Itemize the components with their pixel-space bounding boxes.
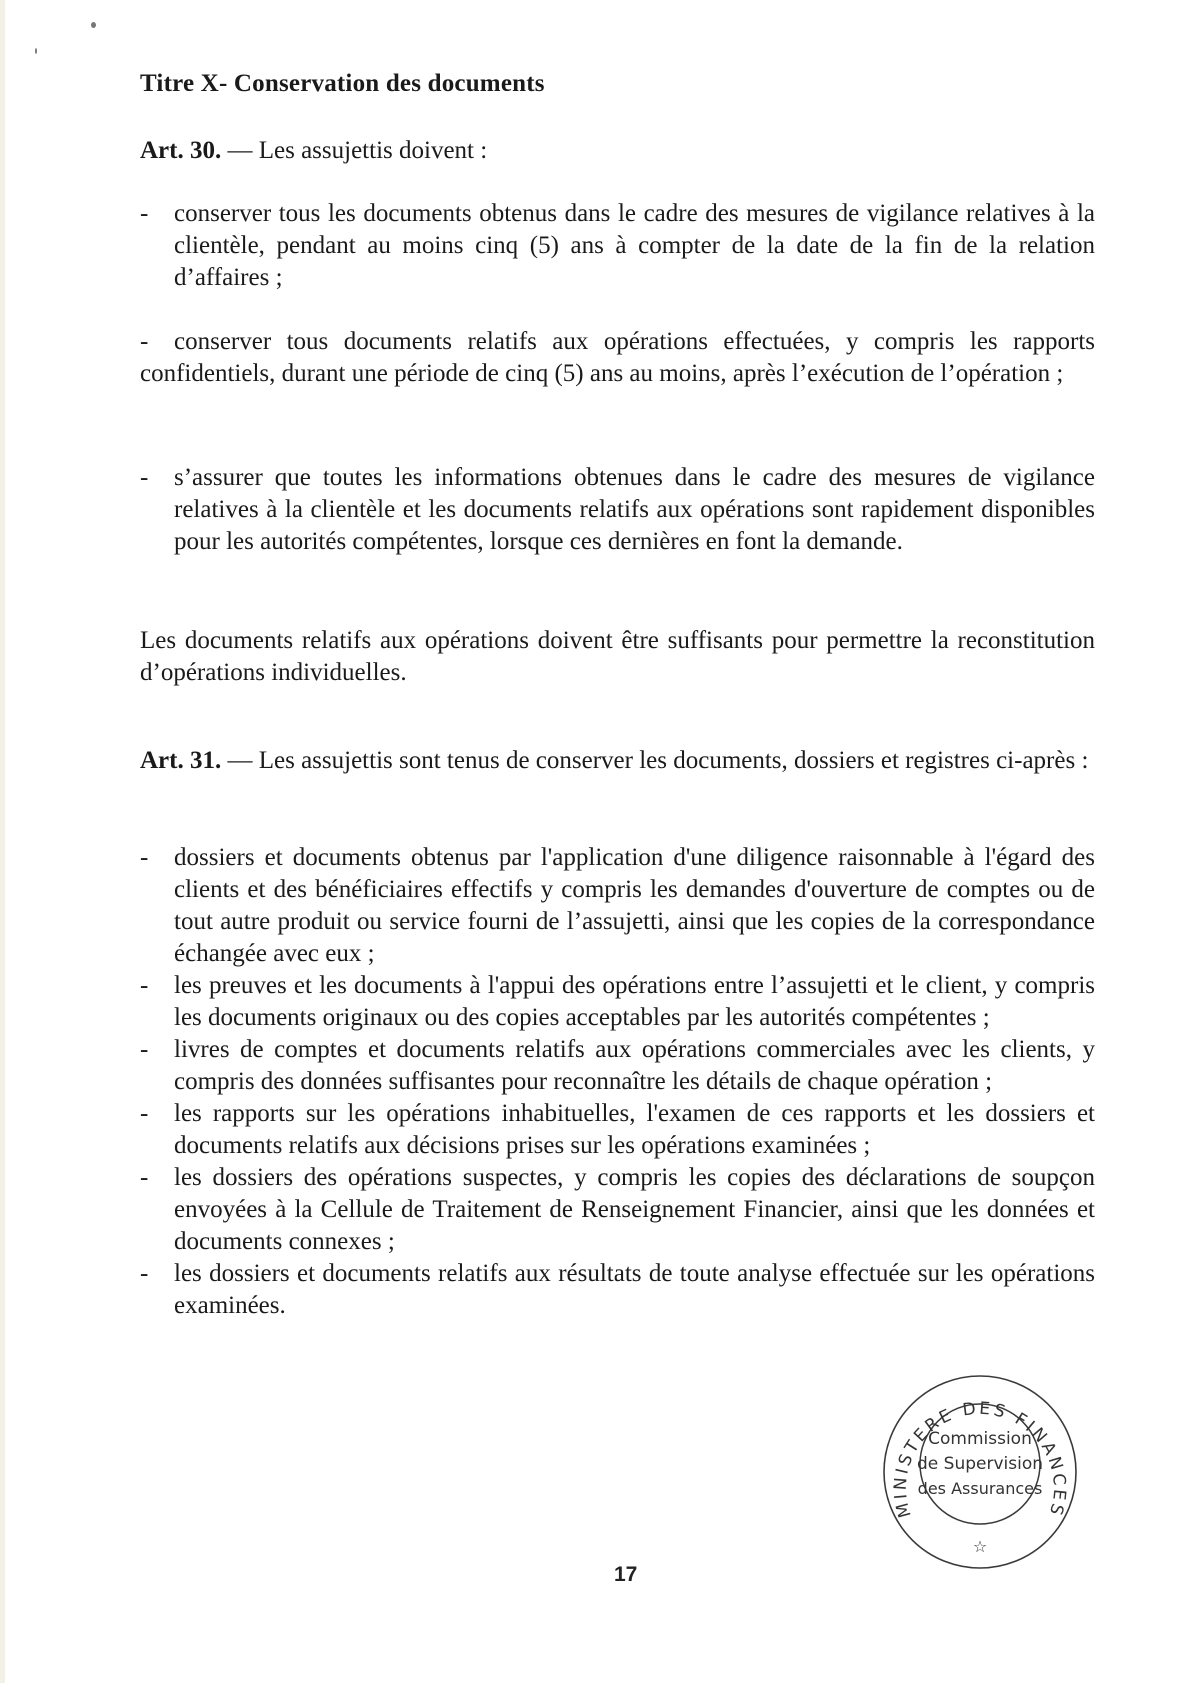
stamp-outer-text: MINISTERE DES FINANCES [890,1398,1070,1521]
article-31-item [140,1258,1095,1322]
article-30-item-text: conserver tous documents relatifs aux opérations effectuées, y compris les rapports confidentiels, durant une période de cinq (5) ans au moins, après l’exécution de l’opération ; [140,328,1095,387]
list-dash: - [140,464,149,491]
scan-speck [91,22,96,28]
official-stamp [880,1372,1080,1572]
article-30-heading [140,135,1095,167]
star-icon: ☆ [972,1537,988,1556]
section-title: Titre X- Conservation des documents [140,70,545,97]
article-30-label: Art. 30. [140,137,222,164]
article-31-intro: — Les assujettis sont tenus de conserver les documents, dossiers et registres ci-après : [221,747,1089,774]
article-31-item [140,842,1095,970]
article-31-item-text: les dossiers des opérations suspectes, y compris les copies des déclarations de soupçon envoyées à la Cellule de Traitement de Renseignement Financier, ainsi que les données et documents connexes ; [174,1164,1095,1255]
stamp-inner-line-1: Commission [928,1429,1032,1449]
article-31-item-text: livres de comptes et documents relatifs aux opérations commerciales avec les clients, y compris des données suffisantes pour reconnaître les détails de chaque opération ; [174,1036,1095,1095]
article-31-heading [140,745,1095,777]
article-30-item [140,198,1095,294]
list-dash: - [140,1260,149,1287]
list-dash: - [140,200,149,227]
article-31-item-text: les preuves et les documents à l'appui des opérations entre l’assujetti et le client, y compris les documents originaux ou des copies acceptables par les autorités compétentes ; [174,972,1095,1031]
stamp-inner-line-2: de Supervision [917,1454,1043,1474]
article-31-item [140,970,1095,1034]
stamp-inner-line-3: des Assurances [917,1479,1043,1498]
list-dash: - [140,1164,149,1191]
list-dash: - [140,1100,149,1127]
article-30-item-text: conserver tous les documents obtenus dans le cadre des mesures de vigilance relatives à la clientèle, pendant au moins cinq (5) ans à compter de la date de la fin de la relation d’affaires ; [174,200,1095,291]
article-31-item [140,1034,1095,1098]
article-31-label: Art. 31. [140,747,222,774]
scan-left-edge [0,0,5,1683]
list-dash: - [140,328,149,355]
article-31-list [140,842,1095,1322]
article-30-item [140,326,1095,390]
list-dash: - [140,972,149,999]
article-31-item [140,1098,1095,1162]
article-31-item-text: les dossiers et documents relatifs aux résultats de toute analyse effectuée sur les opérations examinées. [174,1260,1095,1319]
article-30-item-text: s’assurer que toutes les informations obtenues dans le cadre des mesures de vigilance relatives à la clientèle et les documents relatifs aux opérations sont rapidement disponibles pour les autorités compétentes, lorsque ces dernières en font la demande. [174,464,1095,555]
article-30-intro: — Les assujettis doivent : [221,137,488,164]
list-dash: - [140,1036,149,1063]
page-number: 17 [614,1563,638,1586]
article-31-item-text: dossiers et documents obtenus par l'application d'une diligence raisonnable à l'égard des clients et des bénéficiaires effectifs y compris les demandes d'ouverture de comptes ou de tout autre produit ou service fourni de l’assujetti, ainsi que les copies de la correspondance échangée avec eux ; [174,844,1095,967]
article-31-item-text: les rapports sur les opérations inhabituelles, l'examen de ces rapports et les dossiers et documents relatifs aux décisions prises sur les opérations examinées ; [174,1100,1095,1159]
list-dash: - [140,844,149,871]
scan-speck [35,48,37,54]
article-31-item [140,1162,1095,1258]
article-30-closing: Les documents relatifs aux opérations doivent être suffisants pour permettre la reconstitution d’opérations individuelles. [140,627,1095,686]
article-30-item [140,462,1095,558]
